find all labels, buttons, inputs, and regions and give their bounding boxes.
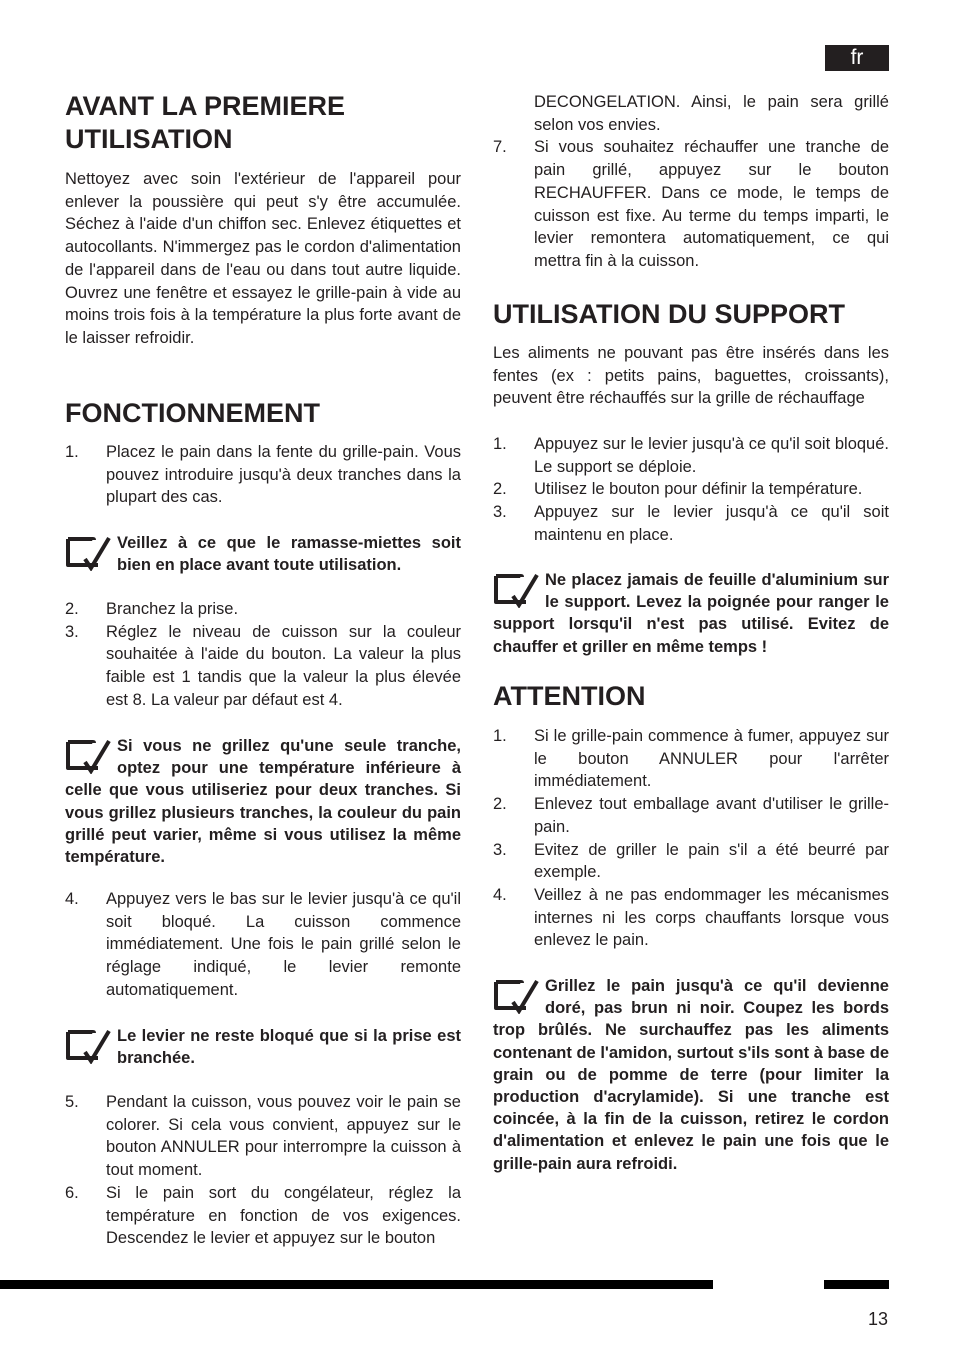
section-title-attention: ATTENTION <box>493 681 646 711</box>
list-item <box>65 888 461 1002</box>
step-number: 6. <box>65 1183 79 1202</box>
list-item <box>493 136 889 272</box>
operation-steps-c <box>65 888 461 1002</box>
list-item <box>493 793 889 838</box>
language-badge: fr <box>825 45 889 71</box>
note-lever <box>65 1025 461 1069</box>
step-text: Pendant la cuisson, vous pouvez voir le pain se colorer. Si cela vous convient, appuyez sur le bouton ANNULER pour interrompre la cuisson à tout moment. <box>106 1093 461 1180</box>
step-number: 1. <box>493 727 507 745</box>
section-title-support: UTILISATION DU SUPPORT <box>493 299 846 329</box>
note-text: Le levier ne reste bloqué que si la prise est branchée. <box>117 1027 461 1068</box>
list-item <box>493 501 889 546</box>
checkbox-check-icon <box>65 1028 113 1064</box>
step-text: Placez le pain dans la fente du grille-pain. Vous pouvez introduire jusqu'à deux tranches dans la plupart des cas. <box>106 443 461 507</box>
step-number: 5. <box>65 1093 79 1111</box>
operation-steps-b <box>65 598 461 712</box>
list-item <box>65 1182 461 1250</box>
list-item <box>493 725 889 793</box>
section-title-first-use <box>65 90 461 156</box>
first-use-paragraph: Nettoyez avec soin l'extérieur de l'appareil pour enlever la poussière qui peut s'y être accumulée. Séchez à l'aide d'un chiffon sec. Enlevez étiquettes et autocollants. N'immergez pas le cordon d'alimentation de l'appareil dans de l'eau ou dans tout autre liquide. Ouvrez une fenêtre et essayez le grille-pain à vide au moins trois fois à la température la plus forte avant de le laisser refroidir. <box>65 170 461 347</box>
operation-steps-e <box>493 91 889 273</box>
step-number: 3. <box>65 622 79 641</box>
step-number: 3. <box>493 840 507 859</box>
step-text: Si vous souhaitez réchauffer une tranche de pain grillé, appuyez sur le bouton RECHAUFFER. Dans ce mode, le temps de cuisson est fixe. Au terme du temps imparti, le levier remontera automatiquement, ce qui mettra fin à la cuisson. <box>534 138 889 270</box>
step-text: Appuyez sur le levier jusqu'à ce qu'il soit maintenu en place. <box>534 503 889 544</box>
note-toasting <box>493 975 889 1175</box>
note-text: Ne placez jamais de feuille d'aluminium sur le support. Levez la poignée pour ranger le support lorsqu'il n'est pas utilisé. Evitez de chauffer et griller en même temps ! <box>493 571 889 656</box>
list-item <box>493 884 889 952</box>
step-text: Evitez de griller le pain s'il a été beurré par exemple. <box>534 840 889 882</box>
note-text: Si vous ne grillez qu'une seule tranche, optez pour une température inférieure à celle que vous utiliseriez pour deux tranches. Si vous grillez plusieurs tranches, la couleur du pain grillé peut varier, même si vous utilisez la même température. <box>65 737 461 867</box>
attention-steps <box>493 725 889 952</box>
note-crumb-tray <box>65 532 461 576</box>
step-text: Appuyez sur le levier jusqu'à ce qu'il soit bloqué. Le support se déploie. <box>534 435 889 476</box>
step-text: Si le grille-pain commence à fumer, appuyez sur le bouton ANNULER pour l'arrêter immédiatement. <box>534 727 889 791</box>
step-text: Enlevez tout emballage avant d'utiliser le grille-pain. <box>534 795 889 836</box>
section-title-line: UTILISATION <box>65 124 233 154</box>
operation-steps-d <box>65 1091 461 1250</box>
step-text: DECONGELATION. Ainsi, le pain sera grillé selon vos envies. <box>534 93 889 134</box>
step-number: 7. <box>493 138 507 157</box>
section-title-operation: FONCTIONNEMENT <box>65 398 320 428</box>
footer-rule-short <box>824 1280 889 1289</box>
checkbox-check-icon <box>493 978 541 1014</box>
list-item <box>65 598 461 621</box>
step-number: 1. <box>65 443 79 461</box>
note-text: Grillez le pain jusqu'à ce qu'il devienne doré, pas brun ni noir. Coupez les bords trop brûlés. Ne surchauffez pas les aliments contenant de l'amidon, surtout s'ils sont à base de grain ou de pomme de terre (pour limiter la production d'acrylamide). Si une tranche est coincée, à la fin de la cuisson, retirez le cordon d'alimentation et enlevez le pain une fois que le grille-pain aura refroidi. <box>493 977 889 1173</box>
list-item <box>65 1091 461 1182</box>
list-item <box>493 478 889 501</box>
checkbox-check-icon <box>493 572 541 608</box>
list-item <box>65 621 461 712</box>
step-number: 4. <box>493 885 507 904</box>
step-number: 2. <box>493 480 507 499</box>
list-item <box>65 441 461 509</box>
footer-rule <box>0 1280 713 1289</box>
checkbox-check-icon <box>65 738 113 774</box>
list-item <box>493 839 889 884</box>
operation-steps-a <box>65 441 461 509</box>
page-number: 13 <box>867 1309 888 1329</box>
section-title-line: AVANT LA PREMIERE <box>65 91 346 121</box>
step-text: Appuyez vers le bas sur le levier jusqu'à ce qu'il soit bloqué. La cuisson commence immédiatement. Une fois le pain grillé selon le réglage indiqué, le levier remonte automatiquement. <box>106 890 461 999</box>
note-single-slice <box>65 735 461 868</box>
list-item <box>493 91 889 136</box>
step-number: 1. <box>493 435 507 453</box>
step-text: Branchez la prise. <box>106 600 239 618</box>
step-number: 4. <box>65 890 79 908</box>
step-number: 3. <box>493 503 507 522</box>
note-text: Veillez à ce que le ramasse-miettes soit bien en place avant toute utilisation. <box>117 534 461 575</box>
step-text: Réglez le niveau de cuisson sur la couleur souhaitée à l'aide du bouton. La valeur la plus faible est 1 tandis que la valeur la plus élevée est 8. La valeur par défaut est 4. <box>106 622 461 709</box>
checkbox-check-icon <box>65 535 113 571</box>
support-paragraph: Les aliments ne pouvant pas être insérés dans les fentes (ex : petits pains, baguettes, croissants), peuvent être réchauffés sur la grille de réchauffage <box>493 344 889 408</box>
step-number: 2. <box>493 795 507 814</box>
note-aluminium <box>493 569 889 658</box>
support-steps <box>493 433 889 547</box>
list-item <box>493 433 889 478</box>
step-text: Si le pain sort du congélateur, réglez la température en fonction de vos exigences. Descendez le levier et appuyez sur le bouton <box>106 1183 461 1248</box>
step-text: Veillez à ne pas endommager les mécanismes internes ni les corps chauffants lorsque vous enlevez le pain. <box>534 885 889 950</box>
step-text: Utilisez le bouton pour définir la température. <box>534 480 863 499</box>
step-number: 2. <box>65 600 79 618</box>
